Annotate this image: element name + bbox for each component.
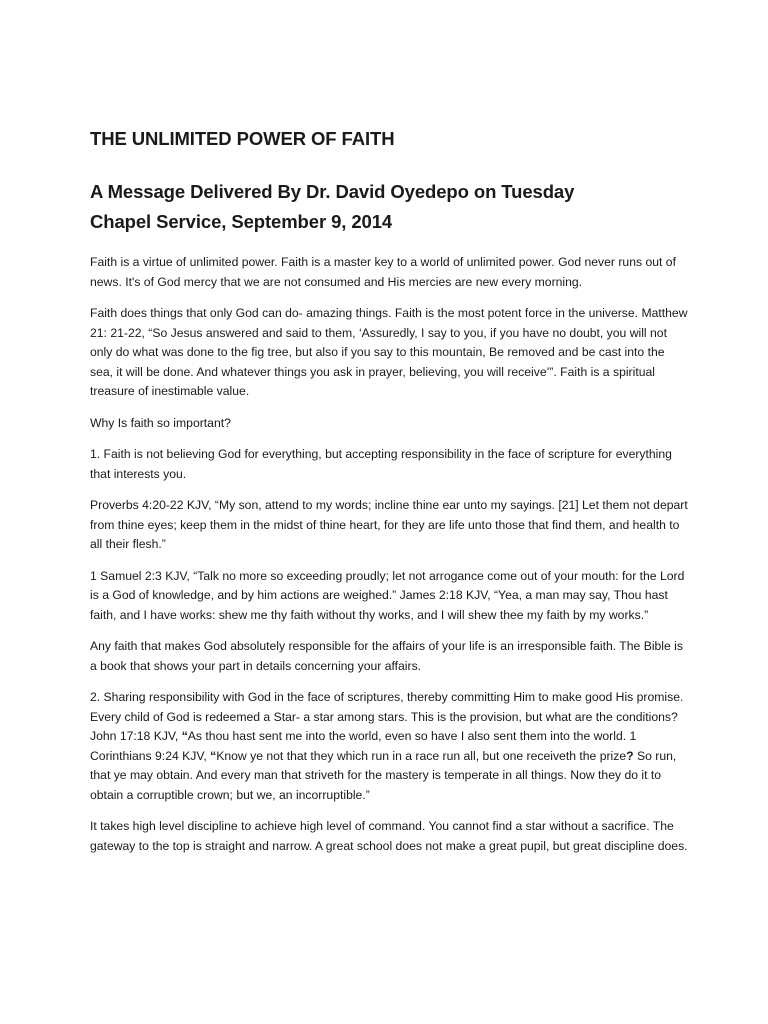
point-2-bold-quote-a: “: [181, 729, 188, 743]
point-2-text-d: So run, that ye may obtain. And every man that striveth for the mastery is temperate in all things. Now they do it to obtain a corruptible crown; but we, an incorruptible.”: [90, 748, 677, 802]
document-title: THE UNLIMITED POWER OF FAITH: [90, 128, 395, 149]
point-2-text-a: 2. Sharing responsibility with God in the face of scriptures, thereby committing Him to make good His promise. Every child of God is redeemed a Star- a star among stars. This is the provision, but what are the conditions? John 17:18 KJV,: [90, 690, 684, 743]
paragraph-proverbs: Proverbs 4:20-22 KJV, “My son, attend to my words; incline thine ear unto my sayings. [21] Let them not depart from thine eyes; keep them in the midst of thine heart, for they are life unto those that find them, and health to all their flesh.”: [90, 498, 688, 551]
document-page: [90, 126, 690, 868]
paragraph-point-1: 1. Faith is not believing God for everything, but accepting responsibility in the face of scripture for everything that interests you.: [90, 447, 672, 481]
paragraph-intro: Faith is a virtue of unlimited power. Faith is a master key to a world of unlimited power. God never runs out of news. It's of God mercy that we are not consumed and His mercies are new every morning.: [90, 255, 676, 289]
paragraph-irresponsible-faith: Any faith that makes God absolutely responsible for the affairs of your life is an irresponsible faith. The Bible is a book that shows your part in details concerning your affairs.: [90, 639, 683, 673]
subtitle-line-2: Chapel Service, September 9, 2014: [90, 211, 393, 232]
point-2-text-b: As thou hast sent me into the world, even so have I also sent them into the world. 1 Corinthians 9:24 KJV,: [90, 729, 637, 763]
paragraph-matthew: Faith does things that only God can do- amazing things. Faith is the most potent force in the universe. Matthew 21: 21-22, “So Jesus answered and said to them, ‘Assuredly, I say to you, if you have no doubt, you will not only do what was done to the fig tree, but also if you say to this mountain, Be removed and be cast into the sea, it will be done. And whatever things you ask in prayer, believing, you will receive’”. Faith is a spiritual treasure of inestimable value.: [90, 306, 688, 398]
document-subtitle: [90, 177, 690, 237]
paragraph-point-2: [90, 688, 690, 805]
paragraph-samuel-james: 1 Samuel 2:3 KJV, “Talk no more so exceeding proudly; let not arrogance come out of your mouth: for the Lord is a God of knowledge, and by him actions are weighed.” James 2:18 KJV, “Yea, a man may say, Thou hast faith, and I have works: shew me thy faith without thy works, and I will shew thee my faith by my works.”: [90, 568, 685, 622]
paragraph-discipline: It takes high level discipline to achieve high level of command. You cannot find a star without a sacrifice. The gateway to the top is straight and narrow. A great school does not make a great pupil, but great discipline does.: [90, 819, 688, 853]
paragraph-question: Why Is faith so important?: [90, 415, 231, 430]
point-2-text-c: Know ye not that they which run in a race run all, but one receiveth the prize: [216, 748, 627, 763]
point-2-bold-question: ?: [626, 748, 634, 763]
subtitle-line-1: A Message Delivered By Dr. David Oyedepo on Tuesday: [90, 181, 575, 202]
point-2-bold-quote-b: “: [210, 748, 217, 763]
